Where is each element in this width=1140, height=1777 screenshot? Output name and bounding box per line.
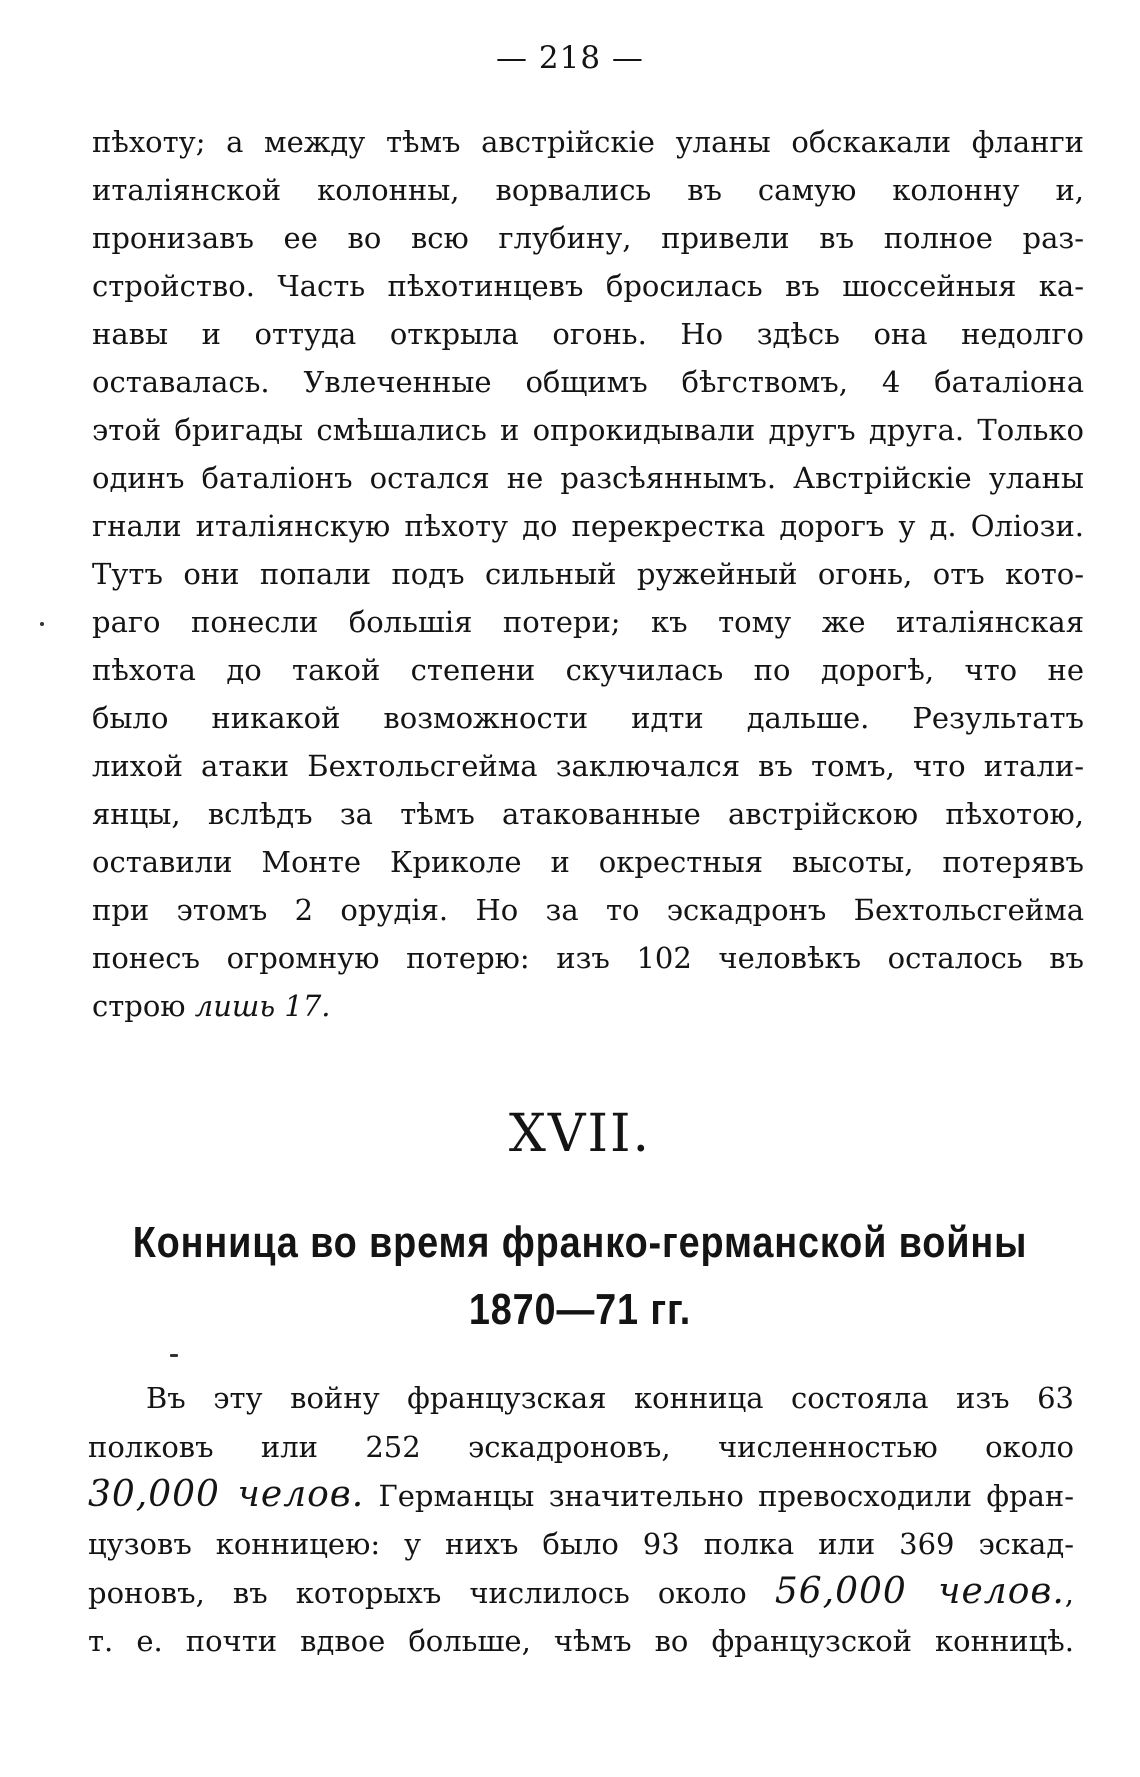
text-line: лихой атаки Бехтольсгейма заключался въ томъ, что итали- xyxy=(92,749,1084,783)
text-line: понесъ огромную потерю: изъ 102 человѣкъ осталось въ xyxy=(92,941,1084,975)
text-line: янцы, вслѣдъ за тѣмъ атакованные австрійскою пѣхотою, xyxy=(92,797,1084,831)
text-line-last xyxy=(92,982,1084,1030)
text-line: оставили Монте Криколе и окрестныя высоты, потерявъ xyxy=(92,845,1084,879)
text-line: цузовъ конницею: у нихъ было 93 полка или 369 эскад- xyxy=(88,1526,1074,1561)
text-line-suffix: , xyxy=(1064,1576,1075,1610)
text-line: италіянской колонны, ворвались въ самую колонну и, xyxy=(92,173,1084,207)
text-line: гнали италіянскую пѣхоту до перекрестка дорогъ у д. Оліози. xyxy=(92,509,1084,543)
text-line: одинъ баталіонъ остался не разсѣяннымъ. Австрійскіе уланы xyxy=(92,461,1084,495)
chapter-numeral: XVII. xyxy=(508,1104,652,1164)
text-line-prefix: роновъ, въ которыхъ числилось около xyxy=(88,1576,775,1610)
text-line: стройство. Часть пѣхотинцевъ бросилась въ шоссейныя ка- xyxy=(92,269,1084,303)
text-line: навы и оттуда открыла огонь. Но здѣсь она недолго xyxy=(92,317,1084,351)
chapter-title: Конница во время франко-германской войны xyxy=(132,1218,1028,1267)
text-line: раго понесли большія потери; къ тому же италіянская xyxy=(92,605,1084,639)
text-line-indented: Въ эту войну французская конница состояла изъ 63 xyxy=(146,1381,1074,1415)
text-line xyxy=(88,1568,1074,1617)
text-line: полковъ или 252 эскадроновъ, численностью около xyxy=(88,1429,1074,1464)
text-line: т. е. почти вдвое больше, чѣмъ во французской конницѣ. xyxy=(88,1623,1074,1658)
last-line-prefix: строю xyxy=(92,989,195,1023)
text-line-rest: Германцы значительно превосходили фран- xyxy=(364,1479,1075,1513)
text-line: было никакой возможности идти дальше. Результатъ xyxy=(92,701,1084,735)
text-line: этой бригады смѣшались и опрокидывали другъ друга. Только xyxy=(92,413,1084,447)
italic-number: 56,000 челов. xyxy=(774,1571,1065,1612)
text-line: пѣхота до такой степени скучилась по дорогѣ, что не xyxy=(92,653,1084,687)
print-speck xyxy=(170,1354,178,1357)
page-number: — 218 — xyxy=(496,40,644,76)
text-line xyxy=(88,1471,1074,1520)
text-line: пѣхоту; а между тѣмъ австрійскіе уланы обскакали фланги xyxy=(92,125,1084,159)
text-line: при этомъ 2 орудія. Но за то эскадронъ Бехтольсгейма xyxy=(92,893,1084,927)
text-line: пронизавъ ее во всю глубину, привели въ полное раз- xyxy=(92,221,1084,255)
paragraph-cavalry-strength xyxy=(88,1374,1074,1665)
text-line: оставалась. Увлеченные общимъ бѣгствомъ, 4 баталіона xyxy=(92,365,1084,399)
italic-emphasis: лишь 17. xyxy=(194,989,331,1023)
paragraph-battle-narrative xyxy=(92,118,1084,1030)
italic-number: 30,000 челов. xyxy=(88,1474,365,1515)
print-speck xyxy=(40,622,44,626)
text-line: Тутъ они попали подъ сильный ружейный огонь, отъ кото- xyxy=(92,557,1084,591)
chapter-title-years: 1870—71 гг. xyxy=(468,1285,692,1334)
